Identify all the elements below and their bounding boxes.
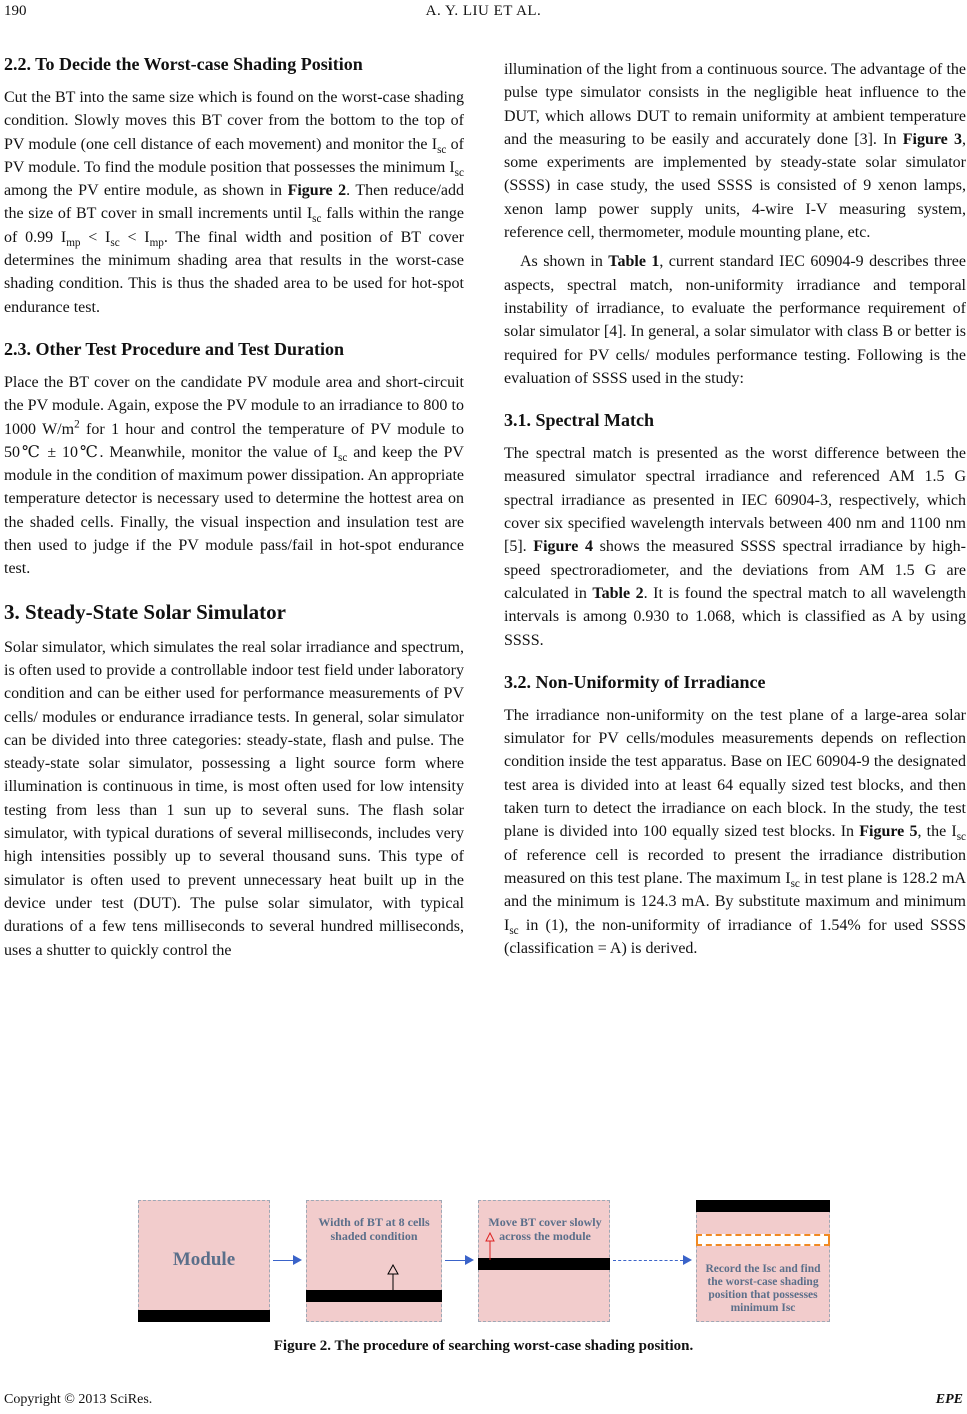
arrow-1 — [273, 1260, 293, 1261]
journal-abbrev: EPE — [935, 1392, 963, 1407]
bt-width-label: Width of BT at 8 cells shaded condition — [318, 1215, 430, 1243]
figure-5-ref: Figure 5 — [859, 823, 918, 841]
left-column — [4, 52, 464, 962]
arrow-2 — [445, 1260, 465, 1261]
up-arrow-icon — [386, 1264, 400, 1292]
page-number: 190 — [4, 3, 27, 19]
record-isc-label: Record the Isc and find the worst-case shading position that possesses minimum Isc — [705, 1263, 821, 1314]
move-bt-label: Move BT cover slowly across the module — [488, 1215, 602, 1243]
section-3-title: 3. Steady-State Solar Simulator — [4, 599, 286, 624]
section-3-1-title: 3.1. Spectral Match — [504, 410, 654, 431]
arrow-3-head — [683, 1255, 692, 1265]
section-3-paragraph: Solar simulator, which simulates the real solar irradiance and spectrum, is often used to provide a controllable indoor test field under laboratory condition and can be either used for performance measurements of PV cells/ modules or endurance irradiance tests. In general, solar simulator can be divided into three categories: steady-state, flash and pulse. The steady-state solar simulator, possessing a light source form where illumination is continuous in time, is most often used for low intensity testing from less than 1 sun up to several suns. The flash solar simulator, with typical durations of several milliseconds, includes very high intensities possibly up to several thousand suns. This type of simulator is often used to prevent unnecessary heat built up in the device under test (DUT). The pulse solar simulator, with typical durations of a few tens milliseconds to several hundred milliseconds, uses a shutter to quickly control the — [4, 638, 464, 959]
figure-2-ref: Figure 2 — [287, 182, 347, 200]
figure-2-caption: Figure 2. The procedure of searching worst-case shading position. — [273, 1338, 694, 1354]
right-paragraph-2: As shown in Table 1, current standard IEC 60904-9 describes three aspects, spectral match, non-uniformity irradiance and temporal instability of irradiance, to evaluate the performance requirement of solar simulator [4]. In general, a solar simulator with class B or better is required for PV cells/ modules performance testing. Following is the evaluation of SSSS used in the study: — [504, 253, 966, 387]
section-3-2-paragraph: The irradiance non-uniformity on the test plane of a large-area solar simulator for PV cells/modules measurements depends on reflection condition inside the test apparatus. Base on IEC 60904-9 the designated test area is divided into at least 64 equally sized test blocks, and then taken turn to detect the irradiance on each block. In the study, the test plane is divided into 100 equally sized test blocks. In Figure 5, the $I_{sc}$ of reference cell is recorded to present the irradiance distribution measured on this test plane. The maximum $I_{sc}$ in test plane is 128.2 mA and the minimum is 124.3 mA. By substitute maximum and minimum $I_{sc}$ in (1), the non-uniformity of irradiance of 1.54% for used SSSS (classification = A) is derived. — [504, 706, 967, 957]
module-label: Module — [172, 1249, 236, 1270]
section-2-3-paragraph: Place the BT cover on the candidate PV module area and short-circuit the PV module. Again, expose the PV module to an irradiance to 800 to 1000 $W/m^2$ for 1 hour and control the temperature of PV module to 50℃ ± 10℃. Meanwhile, monitor the value of $I_{sc}$ and keep the PV module in the condition of maximum power dissipation. An appropriate temperature detector is necessary used to determine the hottest area on the shaded cells. Finally, the visual inspection and insulation test are then used to judge if the PV module pass/fail in hot-spot endurance test. — [4, 373, 465, 578]
right-column — [504, 58, 966, 960]
section-3-1-paragraph: The spectral match is presented as the worst difference between the measured simulator spectral irradiance and referenced AM 1.5 G spectral irradiance as presented in IEC 60904-3, respectively, which cover six specified wavelength intervals between 400 nm and 1100 nm [5]. Figure 4 shows the measured SSSS spectral irradiance by high-speed spectroradiometer, and the deviations from AM 1.5 G are calculated in Table 2. It is found the spectral match to all wavelength intervals is among 0.930 to 1.068, which is classified as A by using SSSS. — [504, 445, 966, 649]
arrow-3 — [613, 1260, 683, 1261]
table-2-ref: Table 2 — [592, 584, 644, 602]
record-isc-box — [696, 1200, 830, 1322]
page-header — [0, 0, 967, 30]
worst-case-position-marker — [696, 1234, 830, 1246]
arrow-1-head — [293, 1255, 302, 1265]
running-title: A. Y. LIU ET AL. — [425, 3, 542, 19]
bt-width-box — [306, 1200, 442, 1322]
section-2-3-title: 2.3. Other Test Procedure and Test Duration — [4, 338, 345, 359]
table-1-ref: Table 1 — [608, 253, 660, 271]
right-paragraph-1: illumination of the light from a continuous source. The advantage of the pulse type simulator consists in the negligible heat influence to the DUT, which allows DUT to remain uniformity at ambient temperature and the measuring to be easily and accurately done [3]. In Figure 3, some experiments are implemented by steady-state solar simulator (SSSS) in case study, the used SSSS is consisted of 9 xenon lamps, xenon lamp power supply units, 4-wire I-V measuring system, reference cell, thermometer, module mounting plane, etc. — [504, 61, 967, 242]
section-3-2-title: 3.2. Non-Uniformity of Irradiance — [504, 671, 766, 692]
copyright-text: Copyright © 2013 SciRes. — [4, 1392, 153, 1407]
moving-bt-bar — [478, 1258, 610, 1270]
bt-cover-bar — [306, 1290, 442, 1302]
up-arrow-red-icon — [484, 1232, 496, 1262]
figure-4-ref: Figure 4 — [533, 538, 593, 556]
top-bt-bar — [696, 1200, 830, 1212]
module-bottom-bar — [138, 1310, 270, 1322]
section-2-2-title: 2.2. To Decide the Worst-case Shading Position — [4, 54, 363, 74]
module-box — [138, 1200, 270, 1322]
figure-2-diagram — [134, 1196, 834, 1326]
figure-3-ref: Figure 3 — [902, 130, 963, 148]
section-2-2-paragraph: Cut the BT into the same size which is found on the worst-case shading condition. Slowly moves this BT cover from the bottom to the top of PV module (one cell distance of each movement) and monitor the $I_{sc}$ of PV module. To find the module position that possesses the minimum $I_{sc}$ among the PV entire module, as shown in Figure 2. Then reduce/add the size of BT cover in small increments until $I_{sc}$ falls within the range of 0.99 $I_{mp} < I_{sc} < I_{mp}$. The final width and position of BT cover determines the minimum shading area that results in the worst-case shading condition. This is thus the shaded area to be used for hot-spot endurance test. — [4, 89, 465, 316]
arrow-2-head — [465, 1255, 474, 1265]
